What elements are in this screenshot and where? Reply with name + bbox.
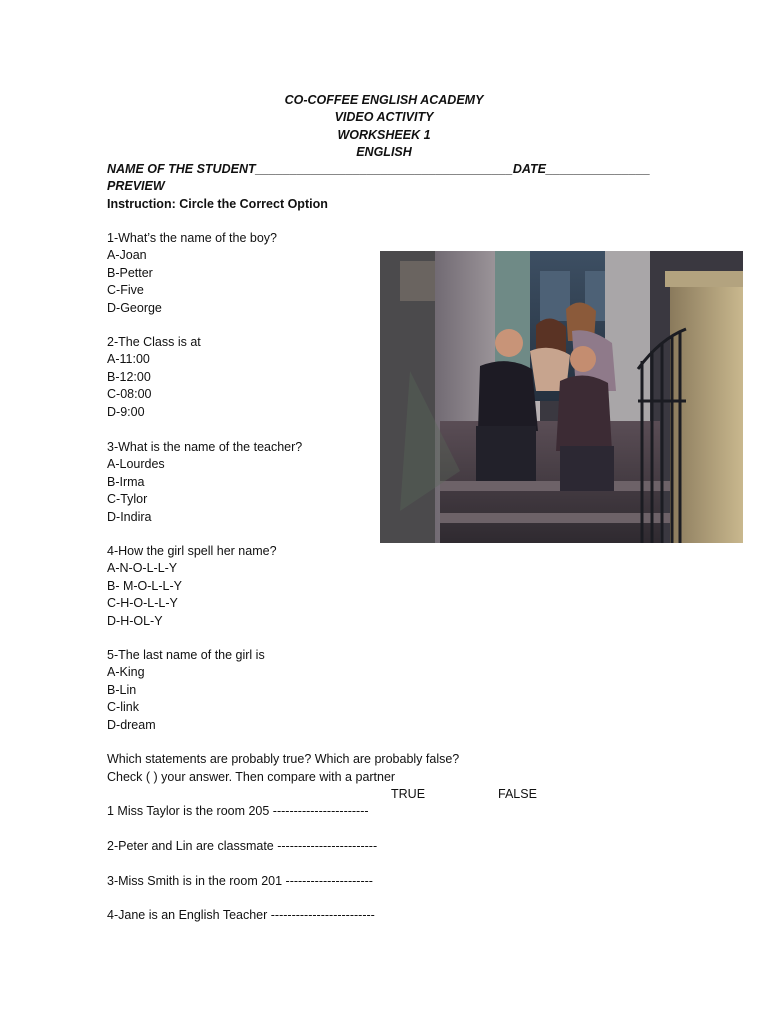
option-b[interactable]: B- M-O-L-L-Y: [107, 578, 182, 593]
option-a[interactable]: A-Lourdes: [107, 457, 165, 472]
name-blank[interactable]: _____________________________________: [255, 162, 513, 176]
video-still-image: [380, 251, 743, 543]
question-text: 4-How the girl spell her name?: [107, 544, 277, 558]
option-c[interactable]: C-H-O-L-L-Y: [107, 596, 178, 611]
true-false-check-instruction: Check ( ) your answer. Then compare with a partner: [107, 770, 396, 784]
worksheet-title: WORKSHEEK 1: [337, 127, 431, 142]
option-b[interactable]: B-Irma: [107, 474, 145, 489]
option-d[interactable]: D-George: [107, 300, 162, 315]
option-a[interactable]: A-King: [107, 665, 145, 680]
statement-3: 3-Miss Smith is in the room 201 ---------------------: [107, 874, 373, 888]
question-2: [107, 334, 367, 421]
video-still-illustration: [380, 251, 743, 543]
option-a[interactable]: A-11:00: [107, 352, 150, 367]
instruction-text: Instruction: Circle the Correct Option: [107, 197, 328, 211]
option-b[interactable]: B-12:00: [107, 369, 151, 384]
option-c[interactable]: C-08:00: [107, 387, 152, 402]
false-column-header: FALSE: [498, 787, 537, 801]
option-b[interactable]: B-Petter: [107, 265, 153, 280]
option-d[interactable]: D-Indira: [107, 509, 152, 524]
statement-2: 2-Peter and Lin are classmate ------------------------: [107, 839, 378, 853]
name-label: NAME OF THE STUDENT: [107, 162, 256, 176]
option-a[interactable]: A-N-O-L-L-Y: [107, 561, 178, 576]
option-d[interactable]: D-9:00: [107, 404, 145, 419]
question-1: [107, 230, 367, 317]
question-3: [107, 439, 367, 526]
date-label: DATE: [512, 162, 546, 176]
student-info-line: [107, 161, 650, 178]
statement-1: 1 Miss Taylor is the room 205 -----------------------: [107, 804, 369, 818]
option-d[interactable]: D-H-OL-Y: [107, 613, 163, 628]
true-false-intro: Which statements are probably true? Which are probably false?: [107, 752, 460, 766]
subject-title: ENGLISH: [356, 145, 412, 160]
option-a[interactable]: A-Joan: [107, 248, 147, 263]
school-name: CO-COFFEE ENGLISH ACADEMY: [284, 93, 484, 107]
true-column-header: TRUE: [391, 787, 426, 801]
statement-4: 4-Jane is an English Teacher -------------------------: [107, 908, 375, 922]
question-text: 3-What is the name of the teacher?: [107, 440, 303, 454]
option-d[interactable]: D-dream: [107, 717, 156, 732]
question-4: [107, 543, 367, 630]
date-blank[interactable]: _______________: [545, 162, 651, 176]
question-text: 2-The Class is at: [107, 335, 201, 349]
worksheet-header: [0, 92, 768, 162]
option-c[interactable]: C-Five: [107, 283, 144, 298]
question-text: 5-The last name of the girl is: [107, 648, 265, 662]
question-5: [107, 647, 367, 734]
activity-title: VIDEO ACTIVITY: [334, 110, 434, 125]
question-text: 1-What’s the name of the boy?: [107, 231, 278, 245]
option-b[interactable]: B-Lin: [107, 682, 137, 697]
option-c[interactable]: C-Tylor: [107, 492, 148, 507]
preview-heading: PREVIEW: [107, 179, 165, 193]
option-c[interactable]: C-link: [107, 700, 139, 715]
